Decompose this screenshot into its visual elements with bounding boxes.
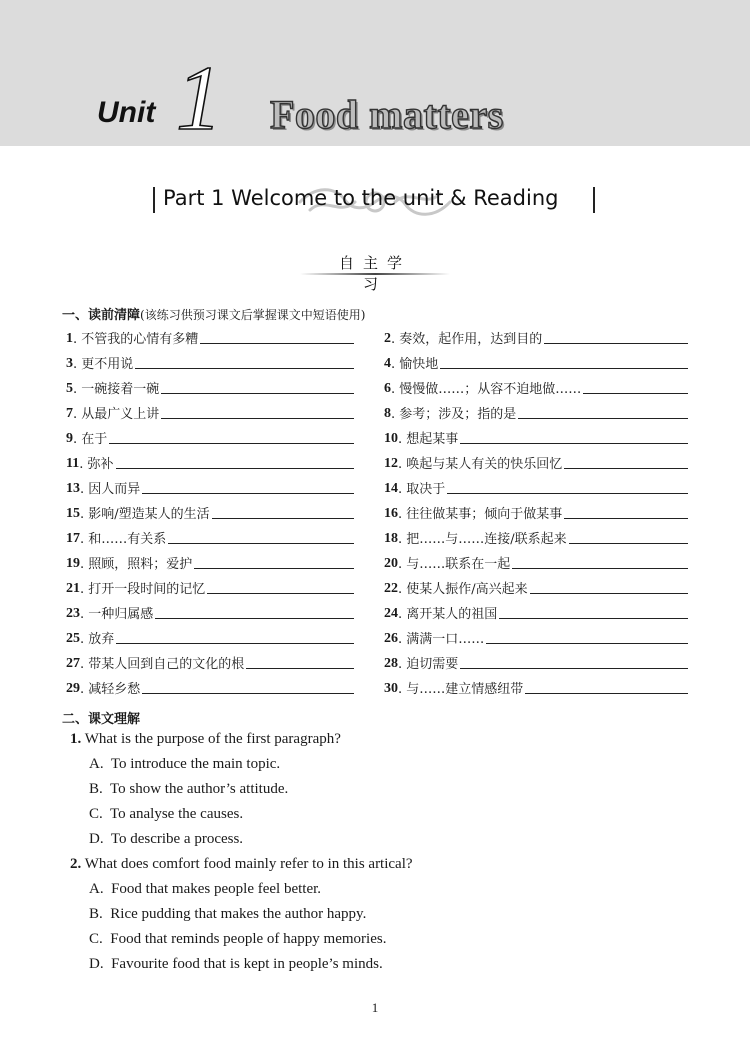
vocab-heading xyxy=(62,304,365,323)
vocab-item-text: 一种归属感 xyxy=(88,607,154,622)
part-bar-right xyxy=(593,187,595,213)
question-option[interactable] xyxy=(89,756,280,773)
answer-blank[interactable] xyxy=(142,679,354,694)
option-label: A. xyxy=(89,756,104,772)
vocab-item-number: 25 xyxy=(66,631,80,646)
question-option[interactable] xyxy=(89,931,386,948)
question-option[interactable] xyxy=(89,831,243,848)
vocab-item xyxy=(384,577,688,597)
vocab-item-dot: . xyxy=(398,682,407,697)
vocab-item xyxy=(384,402,688,422)
vocab-item-number: 8 xyxy=(384,406,391,421)
vocab-item xyxy=(66,577,354,597)
vocab-item-text: 不管我的心情有多糟 xyxy=(81,332,199,347)
option-text: Rice pudding that makes the author happy. xyxy=(110,906,367,922)
answer-blank[interactable] xyxy=(530,579,688,594)
vocab-item-dot: . xyxy=(80,607,89,622)
option-label: B. xyxy=(89,781,103,797)
unit-title: Food matters xyxy=(270,92,504,137)
vocab-item-dot: . xyxy=(398,457,407,472)
vocab-heading-note: (该练习供预习课文后掌握课文中短语使用) xyxy=(140,308,366,322)
vocab-item-text: 把……与……连接/联系起来 xyxy=(406,532,567,547)
vocab-item-number: 22 xyxy=(384,581,398,596)
answer-blank[interactable] xyxy=(440,354,688,369)
vocab-item-text: 更不用说 xyxy=(81,357,134,372)
vocab-item-dot: . xyxy=(391,382,400,397)
vocab-item-text: 想起某事 xyxy=(406,432,459,447)
question-stem xyxy=(70,731,341,748)
vocab-item xyxy=(66,527,354,547)
question-option[interactable] xyxy=(89,881,321,898)
vocab-item-dot: . xyxy=(398,482,407,497)
vocab-item-text: 照顾，照料；爱护 xyxy=(88,557,193,572)
vocab-item xyxy=(384,352,688,372)
answer-blank[interactable] xyxy=(447,479,688,494)
vocab-item-dot: . xyxy=(80,682,89,697)
vocab-item-number: 9 xyxy=(66,431,73,446)
option-label: B. xyxy=(89,906,103,922)
vocab-item-dot: . xyxy=(398,532,407,547)
vocab-item xyxy=(384,677,688,697)
part-title: Part 1 Welcome to the unit & Reading xyxy=(163,186,559,210)
vocab-item-text: 打开一段时间的记忆 xyxy=(88,582,206,597)
vocab-item-dot: . xyxy=(80,532,89,547)
vocab-item xyxy=(384,427,688,447)
vocab-heading-text: 一、读前清障 xyxy=(62,308,141,323)
vocab-item-text: 一碗接着一碗 xyxy=(81,382,160,397)
vocab-item-number: 10 xyxy=(384,431,398,446)
vocab-item xyxy=(384,377,688,397)
answer-blank[interactable] xyxy=(142,479,354,494)
vocab-item-number: 26 xyxy=(384,631,398,646)
vocab-item-number: 3 xyxy=(66,356,73,371)
vocab-item xyxy=(384,502,688,522)
vocab-item-dot: . xyxy=(398,632,407,647)
answer-blank[interactable] xyxy=(168,529,354,544)
vocab-item xyxy=(384,477,688,497)
answer-blank[interactable] xyxy=(207,579,354,594)
vocab-item xyxy=(66,502,354,522)
question-option[interactable] xyxy=(89,906,366,923)
question-number: 1. xyxy=(70,731,82,747)
question-number: 2. xyxy=(70,856,82,872)
vocab-item-number: 5 xyxy=(66,381,73,396)
vocab-item-dot: . xyxy=(398,557,407,572)
vocab-item-dot: . xyxy=(391,357,400,372)
answer-blank[interactable] xyxy=(116,629,354,644)
vocab-item-dot: . xyxy=(79,457,88,472)
vocab-item-dot: . xyxy=(73,382,82,397)
vocab-item-text: 往往做某事；倾向于做某事 xyxy=(406,507,563,522)
vocab-item-number: 12 xyxy=(384,456,398,471)
option-label: C. xyxy=(89,931,103,947)
part-title-row xyxy=(0,182,750,222)
answer-blank[interactable] xyxy=(212,504,354,519)
vocab-item-text: 唤起与某人有关的快乐回忆 xyxy=(406,457,563,472)
vocab-item-text: 在于 xyxy=(81,432,108,447)
vocab-item-number: 11 xyxy=(66,456,80,471)
vocab-item-dot: . xyxy=(80,557,89,572)
vocab-item-number: 21 xyxy=(66,581,80,596)
answer-blank[interactable] xyxy=(246,654,354,669)
vocab-item-text: 参考；涉及；指的是 xyxy=(399,407,517,422)
vocab-item xyxy=(384,552,688,572)
vocab-item-dot: . xyxy=(80,632,89,647)
vocab-item xyxy=(384,652,688,672)
unit-word: Unit xyxy=(97,96,156,129)
answer-blank[interactable] xyxy=(512,554,688,569)
question-option[interactable] xyxy=(89,806,243,823)
answer-blank[interactable] xyxy=(460,654,688,669)
vocab-item xyxy=(66,377,354,397)
vocab-item-number: 29 xyxy=(66,681,80,696)
vocab-item-text: 满满一口…… xyxy=(406,632,485,647)
vocab-item-text: 从最广义上讲 xyxy=(81,407,160,422)
vocab-item-text: 因人而异 xyxy=(88,482,141,497)
vocab-item-text: 迫切需要 xyxy=(406,657,459,672)
vocab-item-dot: . xyxy=(391,407,400,422)
answer-blank[interactable] xyxy=(583,379,688,394)
vocab-item-number: 6 xyxy=(384,381,391,396)
vocab-item-dot: . xyxy=(80,657,89,672)
answer-blank[interactable] xyxy=(109,429,354,444)
option-text: Food that reminds people of happy memories. xyxy=(110,931,387,947)
question-option[interactable] xyxy=(89,956,383,973)
question-text: What does comfort food mainly refer to in this artical? xyxy=(84,856,413,872)
vocab-item-text: 离开某人的祖国 xyxy=(406,607,498,622)
answer-blank[interactable] xyxy=(194,554,354,569)
vocab-item-number: 15 xyxy=(66,506,80,521)
vocab-item-number: 24 xyxy=(384,606,398,621)
vocab-item xyxy=(384,602,688,622)
answer-blank[interactable] xyxy=(460,429,688,444)
vocab-item xyxy=(384,627,688,647)
vocab-item xyxy=(66,552,354,572)
option-label: A. xyxy=(89,881,104,897)
vocab-item-text: 与……联系在一起 xyxy=(406,557,511,572)
vocab-item-dot: . xyxy=(398,507,407,522)
page-number: 1 xyxy=(371,1000,379,1015)
answer-blank[interactable] xyxy=(499,604,688,619)
vocab-item-number: 28 xyxy=(384,656,398,671)
vocab-item-number: 1 xyxy=(66,331,73,346)
vocab-item xyxy=(384,527,688,547)
part-bar-left xyxy=(153,187,155,213)
question-text: What is the purpose of the first paragraph? xyxy=(84,731,341,747)
vocab-item-number: 16 xyxy=(384,506,398,521)
vocab-item-number: 17 xyxy=(66,531,80,546)
vocab-item-number: 27 xyxy=(66,656,80,671)
answer-blank[interactable] xyxy=(116,454,354,469)
answer-blank[interactable] xyxy=(161,404,354,419)
vocab-item-text: 慢慢做……；从容不迫地做…… xyxy=(399,382,582,397)
vocab-item-text: 使某人振作/高兴起来 xyxy=(406,582,528,597)
vocab-item xyxy=(66,652,354,672)
reading-heading: 二、课文理解 xyxy=(62,712,141,727)
answer-blank[interactable] xyxy=(161,379,354,394)
option-text: To introduce the main topic. xyxy=(110,756,281,772)
vocab-item-text: 愉快地 xyxy=(399,357,439,372)
question-stem xyxy=(70,856,413,873)
option-label: D. xyxy=(89,956,104,972)
vocab-item-dot: . xyxy=(80,507,89,522)
vocab-item-number: 2 xyxy=(384,331,391,346)
answer-blank[interactable] xyxy=(525,679,688,694)
vocab-item-dot: . xyxy=(398,582,407,597)
vocab-item-dot: . xyxy=(80,582,89,597)
vocab-item-text: 弥补 xyxy=(87,457,114,472)
vocab-item-text: 带某人回到自己的文化的根 xyxy=(88,657,245,672)
question-option[interactable] xyxy=(89,781,288,798)
answer-blank[interactable] xyxy=(518,404,688,419)
answer-blank[interactable] xyxy=(564,504,688,519)
vocab-item xyxy=(66,427,354,447)
vocab-item-text: 奏效，起作用，达到目的 xyxy=(399,332,543,347)
vocab-item-number: 7 xyxy=(66,406,73,421)
vocab-item-text: 和……有关系 xyxy=(88,532,167,547)
vocab-item-dot: . xyxy=(398,607,407,622)
vocab-item-dot: . xyxy=(398,657,407,672)
option-label: D. xyxy=(89,831,104,847)
vocab-item-dot: . xyxy=(73,432,82,447)
vocab-item xyxy=(66,477,354,497)
vocab-item-number: 23 xyxy=(66,606,80,621)
vocab-item xyxy=(66,402,354,422)
answer-blank[interactable] xyxy=(135,354,354,369)
vocab-item-dot: . xyxy=(80,482,89,497)
vocab-item-text: 取决于 xyxy=(406,482,446,497)
vocab-item xyxy=(66,627,354,647)
vocab-item-text: 放弃 xyxy=(88,632,115,647)
vocab-item-dot: . xyxy=(391,332,400,347)
answer-blank[interactable] xyxy=(564,454,688,469)
option-text: To show the author’s attitude. xyxy=(110,781,289,797)
answer-blank[interactable] xyxy=(200,329,354,344)
option-text: Favourite food that is kept in people’s minds. xyxy=(111,956,383,972)
answer-blank[interactable] xyxy=(569,529,688,544)
option-label: C. xyxy=(89,806,103,822)
vocab-item-dot: . xyxy=(398,432,407,447)
answer-blank[interactable] xyxy=(486,629,688,644)
vocab-item-number: 20 xyxy=(384,556,398,571)
option-text: To analyse the causes. xyxy=(110,806,244,822)
option-text: To describe a process. xyxy=(110,831,244,847)
answer-blank[interactable] xyxy=(155,604,354,619)
section-underline xyxy=(300,272,450,278)
section-label: 自主学习 xyxy=(338,254,411,293)
vocab-item xyxy=(66,602,354,622)
vocab-item-number: 13 xyxy=(66,481,80,496)
vocab-item xyxy=(66,452,354,472)
vocab-item-text: 减轻乡愁 xyxy=(88,682,141,697)
option-text: Food that makes people feel better. xyxy=(111,881,322,897)
answer-blank[interactable] xyxy=(544,329,688,344)
vocab-item-text: 与……建立情感纽带 xyxy=(406,682,524,697)
vocab-item-number: 18 xyxy=(384,531,398,546)
vocab-item xyxy=(66,677,354,697)
vocab-item xyxy=(384,452,688,472)
vocab-item-number: 30 xyxy=(384,681,398,696)
vocab-item-dot: . xyxy=(73,332,82,347)
vocab-item-dot: . xyxy=(73,407,82,422)
vocab-item xyxy=(66,327,354,347)
vocab-item xyxy=(384,327,688,347)
vocab-item-number: 4 xyxy=(384,356,391,371)
vocab-item-text: 影响/塑造某人的生活 xyxy=(88,507,210,522)
vocab-item-dot: . xyxy=(73,357,82,372)
vocab-item xyxy=(66,352,354,372)
unit-number: 1 xyxy=(176,47,222,149)
vocab-item-number: 14 xyxy=(384,481,398,496)
vocab-item-number: 19 xyxy=(66,556,80,571)
